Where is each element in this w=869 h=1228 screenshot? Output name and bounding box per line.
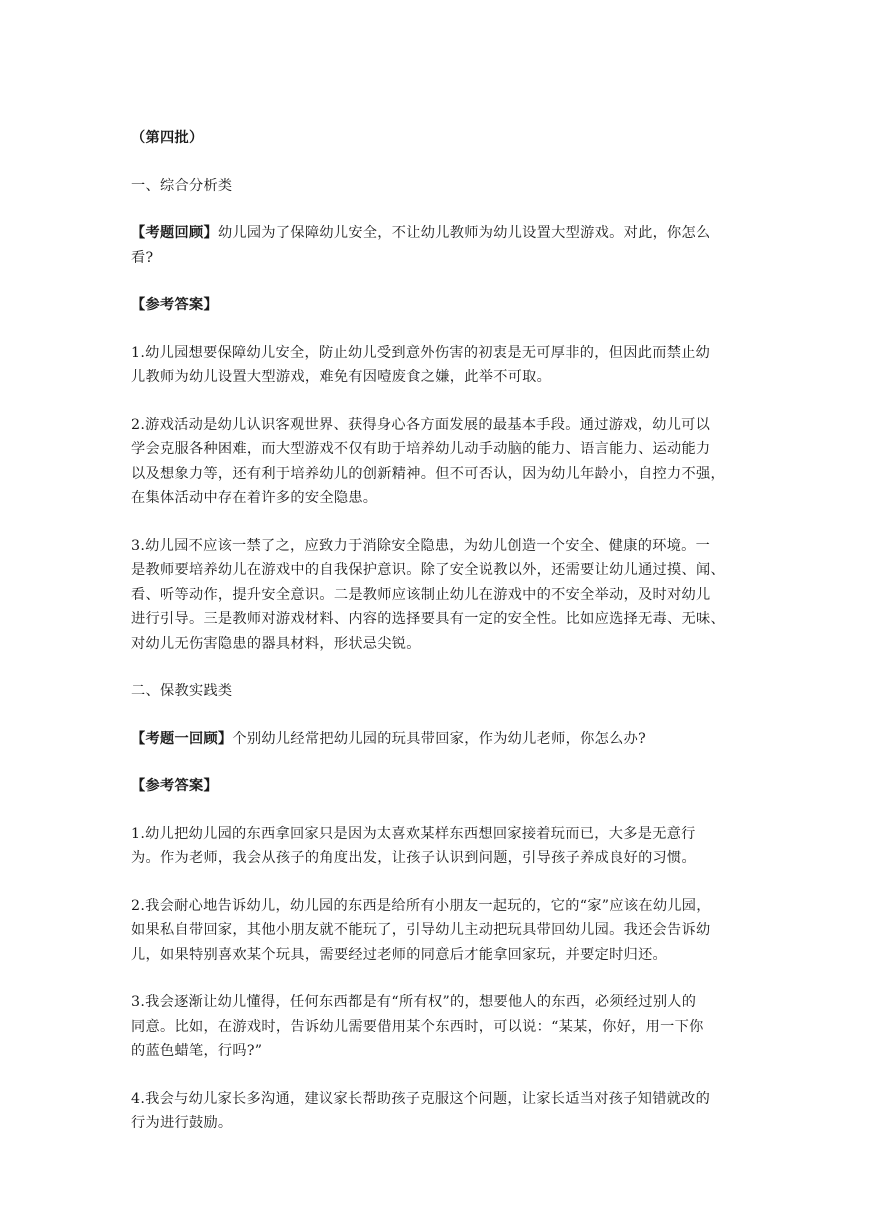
answer-line: 2.游戏活动是幼儿认识客观世界、获得身心各方面发展的最基本手段。通过游戏，幼儿可以 xyxy=(131,416,711,433)
answer-line: 为。作为老师，我会从孩子的角度出发，让孩子认识到问题，引导孩子养成良好的习惯。 xyxy=(131,850,697,866)
answer-line: 儿，如果特别喜欢某个玩具，需要经过老师的同意后才能拿回家玩，并要定时归还。 xyxy=(131,946,668,963)
section2-question xyxy=(131,727,746,752)
answer-line: 学会克服各种困难，而大型游戏不仅有助于培养幼儿动手动脑的能力、语言能力、运动能力 xyxy=(131,441,711,457)
answer-paragraph xyxy=(131,413,746,511)
answer-paragraph xyxy=(131,534,746,657)
answer-line: 进行引导。三是教师对游戏材料、内容的选择要具有一定的安全性。比如应选择无毒、无味、 xyxy=(131,611,725,627)
answer-paragraph xyxy=(131,341,746,390)
answer-line: 同意。比如，在游戏时，告诉幼儿需要借用某个东西时，可以说：“某某，你好，用一下你 xyxy=(131,1018,704,1035)
answer-line: 1.幼儿园想要保障幼儿安全，防止幼儿受到意外伤害的初衷是无可厚非的，但因此而禁止幼 xyxy=(131,344,711,361)
section2-heading: 二、保教实践类 xyxy=(131,683,233,699)
answer-label: 【参考答案】 xyxy=(131,297,218,313)
answer-line: 如果私自带回家，其他小朋友就不能玩了，引导幼儿主动把玩具带回幼儿园。我还会告诉幼 xyxy=(131,922,711,938)
answer-line: 以及想象力等，还有利于培养幼儿的创新精神。但不可否认，因为幼儿年龄小，自控力不强， xyxy=(131,465,725,482)
question-text-line: 看? xyxy=(131,249,154,266)
answer-label: 【参考答案】 xyxy=(131,778,218,794)
question-label: 【考题回顾】 xyxy=(131,225,218,241)
batch-title: （第四批） xyxy=(131,130,204,146)
answer-line: 的蓝色蜡笔，行吗?” xyxy=(131,1043,263,1059)
answer-line: 4.我会与幼儿家长多沟通，建议家长帮助孩子克服这个问题，让家长适当对孩子知错就改的 xyxy=(131,1090,711,1107)
answer-paragraph xyxy=(131,990,746,1064)
question-label: 【考题一回顾】 xyxy=(131,730,233,747)
answer-paragraph xyxy=(131,1087,746,1136)
answer-paragraph xyxy=(131,822,746,871)
answer-line: 是教师要培养幼儿在游戏中的自我保护意识。除了安全说教以外，还需要让幼儿通过摸、闻、 xyxy=(131,562,725,578)
answer-line: 3.我会逐渐让幼儿懂得，任何东西都是有“所有权”的，想要他人的东西，必须经过别人的 xyxy=(131,994,697,1010)
section1-heading: 一、综合分析类 xyxy=(131,177,233,194)
section1-question xyxy=(131,221,746,270)
answer-line: 儿教师为幼儿设置大型游戏，难免有因噎废食之嫌，此举不可取。 xyxy=(131,369,552,385)
question-text-line: 个别幼儿经常把幼儿园的玩具带回家，作为幼儿老师，你怎么办? xyxy=(232,730,646,747)
answer-paragraph xyxy=(131,894,746,968)
answer-line: 看、听等动作，提升安全意识。二是教师应该制止幼儿在游戏中的不安全举动，及时对幼儿 xyxy=(131,586,711,603)
answer-line: 在集体活动中存在着许多的安全隐患。 xyxy=(131,490,378,506)
question-text-line: 幼儿园为了保障幼儿安全，不让幼儿教师为幼儿设置大型游戏。对此，你怎么 xyxy=(217,225,711,241)
answer-line: 对幼儿无伤害隐患的器具材料，形状忌尖锐。 xyxy=(131,635,421,652)
answer-line: 1.幼儿把幼儿园的东西拿回家只是因为太喜欢某样东西想回家接着玩而已，大多是无意行 xyxy=(131,825,696,842)
answer-line: 3.幼儿园不应该一禁了之，应致力于消除安全隐患，为幼儿创造一个安全、健康的环境。一 xyxy=(131,537,711,554)
answer-line: 行为进行鼓励。 xyxy=(131,1115,233,1131)
document-page xyxy=(131,126,746,1136)
answer-line: 2.我会耐心地告诉幼儿，幼儿园的东西是给所有小朋友一起玩的，它的“家”应该在幼儿园， xyxy=(131,897,711,914)
